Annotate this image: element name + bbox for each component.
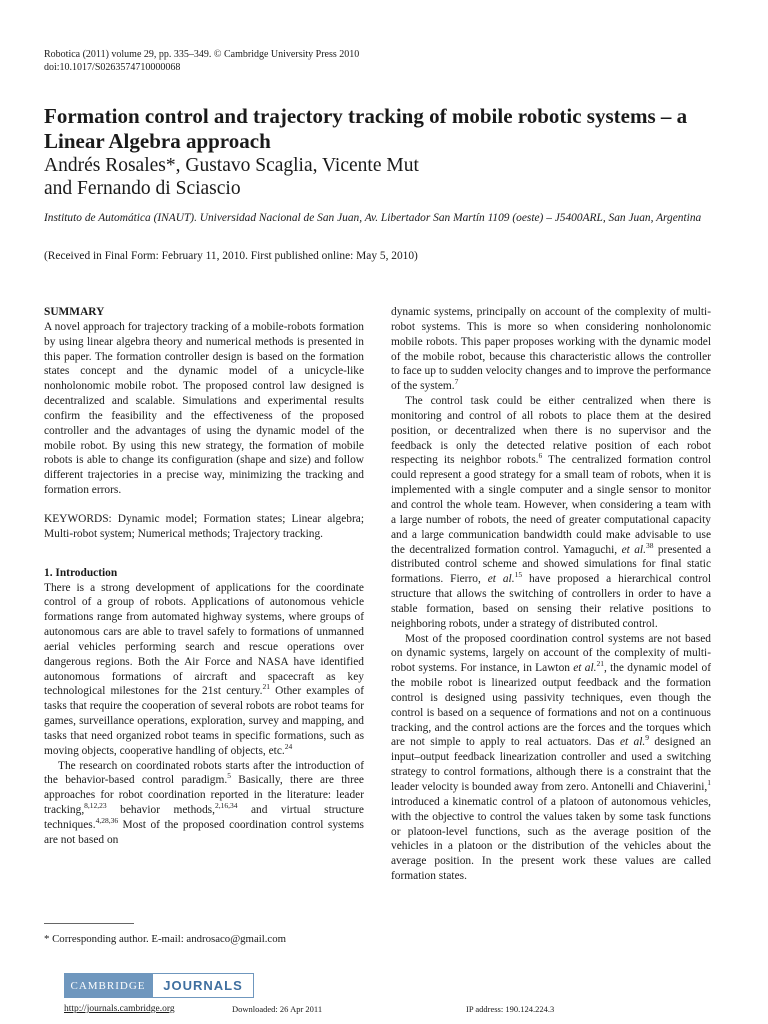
affiliation: Instituto de Automática (INAUT). Universidad Nacional de San Juan, Av. Libertador San Martín 1109 (oeste) – J5400ARL, San Juan, Argentina bbox=[44, 212, 702, 224]
logo-cambridge: CAMBRIDGE bbox=[64, 973, 152, 998]
citation[interactable]: 5 bbox=[227, 771, 231, 781]
logo-journals: JOURNALS bbox=[152, 973, 254, 998]
author-first: Andrés Rosales bbox=[44, 155, 166, 176]
corresponding-mark: * bbox=[165, 155, 176, 176]
footnote-divider bbox=[44, 923, 134, 924]
cambridge-journals-logo bbox=[64, 973, 254, 998]
right-paragraph-2: The control task could be either centralized when there is monitoring and control of all robots to place them at the desired position, or decentralized when there is no supervisor and the feedback is only the detected relative position of each robot respecting its neighbor robots.$^6$ The centralized formation control could represent a good strategy for a small team of robots, when it is implemented with a single computer and a single sensor to monitor and control the whole team. However, when considering a team with a large number of robots, the need of greater computational capacity and a large communication bandwidth could make advisable to use the decentralized formation control. Yamaguchi, et al.$^{38}$ presented a distributed control scheme and showed simulations for final static formations. Fierro, et al.$^{15}$ have proposed a hierarchical control structure that allows the switching of controllers in order to have a stable formation, based on sensing their relative positions to neighboring robots, under a strategy of distributed control. bbox=[391, 395, 711, 630]
citation[interactable]: 21 bbox=[596, 659, 604, 669]
citation[interactable]: 8,12,23 bbox=[84, 801, 107, 811]
paper-title: Formation control and trajectory tracking of mobile robotic systems – a Linear Algebra approach bbox=[44, 104, 688, 153]
received-dates: (Received in Final Form: February 11, 2010. First published online: May 5, 2010) bbox=[44, 250, 418, 262]
citation[interactable]: 6 bbox=[538, 451, 543, 461]
citation[interactable]: 24 bbox=[284, 741, 293, 751]
right-paragraph-1: dynamic systems, principally on account of the complexity of multi-robot systems. This is more so when considering nonholonomic mobile robots. This paper proposes working with the dynamic model of the mobile robot, because this characteristic allows the controller to face up to sudden velocity changes and to improve the performance of the system.$^7$ bbox=[391, 306, 711, 393]
authors-rest: , Gustavo Scaglia, Vicente Mut bbox=[175, 155, 419, 176]
summary-heading: SUMMARY bbox=[44, 306, 105, 318]
introduction-heading: 1. Introduction bbox=[44, 566, 118, 579]
journal-header bbox=[44, 48, 359, 74]
left-column bbox=[44, 305, 364, 848]
citation[interactable]: 2,16,34 bbox=[214, 801, 238, 811]
intro-paragraph-1: There is a strong development of applications for the coordinate control of a group of robots. Applications of autonomous vehicle formations range from automated highway systems, where groups of autonomous cars are able to travel safely to formations of unmanned aerial vehicles performing search and rescue operations over dangerous regions. Both the Air Force and NASA have identified autonomous formations of aircraft and spacecraft as key technological milestones for the 21st century.$^{21}$ Other examples of tasks that require the cooperation of several robots are robot teams for games, surveillance operations, exploration, survey and mapping, and tasks that need organized robot teams in specific formations, such as moving objects, cooperative handling of objects, etc.$^{24}$ bbox=[44, 581, 364, 757]
citation[interactable]: 1 bbox=[707, 778, 711, 788]
doi: doi:10.1017/S0263574710000068 bbox=[44, 62, 181, 73]
authors-line-1 bbox=[44, 154, 419, 177]
citation[interactable]: 7 bbox=[454, 377, 459, 387]
keywords: KEYWORDS: Dynamic model; Formation states; Linear algebra; Multi-robot system; Numerical methods; Trajectory tracking. bbox=[44, 512, 364, 540]
ip-address: IP address: 190.124.224.3 bbox=[466, 1004, 555, 1014]
right-column bbox=[391, 305, 711, 884]
journals-link[interactable]: http://journals.cambridge.org bbox=[64, 1004, 175, 1014]
authors-line-2: and Fernando di Sciascio bbox=[44, 178, 241, 199]
journal-citation: Robotica (2011) volume 29, pp. 335–349. © Cambridge University Press 2010 bbox=[44, 49, 360, 60]
citation[interactable]: 21 bbox=[262, 682, 270, 692]
corresponding-author-footnote: * Corresponding author. E-mail: androsaco@gmail.com bbox=[44, 933, 287, 945]
citation[interactable]: 9 bbox=[645, 733, 650, 743]
summary-text: A novel approach for trajectory tracking of a mobile-robots formation by using linear algebra theory and numerical methods is presented in this paper. The formation controller design is based on the formation states concept and the dynamic model of a unicycle-like nonholonomic mobile robot. The proposed control law designed is decentralized and scalable. Simulations and experimental results confirm the feasibility and the effectiveness of the proposed controller and the advantages of using the dynamic model of the mobile robot. By using this new strategy, the formation of mobile robots is able to change its configuration (shape and size) and follow different trajectories in a precise way, minimizing the tracking and formation errors. bbox=[44, 320, 364, 497]
authors bbox=[44, 154, 419, 200]
download-date: Downloaded: 26 Apr 2011 bbox=[232, 1004, 323, 1014]
citation[interactable]: 15 bbox=[514, 570, 523, 580]
intro-paragraph-2: The research on coordinated robots starts after the introduction of the behavior-based control paradigm.$^5$ Basically, there are three approaches for robot coordination reported in the literature: leader tracking,$^{8,12,23}$ behavior methods,$^{2,16,34}$ and virtual structure techniques.$^{4,28,36}$ Most of the proposed coordination control systems are not based on bbox=[44, 759, 364, 846]
right-paragraph-3: Most of the proposed coordination control systems are not based on dynamic systems, largely on account of the complexity of multi-robot systems. For instance, in Lawton et al.$^{21}$, the dynamic model of the mobile robot is linearized output feedback and the formation control is designed using passivity techniques, even though the control is based on a sequence of formations and not on a continuous tracking, and the control actions are the forces and the torques which are not simple to apply to real actuators. Das et al.$^9$ designed an input–output feedback linearization controller and used a switching strategy to control formations, although there is a constraint that the leader velocity is bounded away from zero. Antonelli and Chiaverini,$^1$ introduced a kinematic control of a platoon of autonomous vehicles, with the objective to control the values taken by some task functions or platoon-level functions, such as the average position of the vehicles in a platoon or the distribution of the vehicles about the average position. In the present work these values are called formation states. bbox=[391, 632, 712, 883]
citation[interactable]: 4,28,36 bbox=[95, 816, 119, 826]
citation[interactable]: 38 bbox=[645, 540, 654, 550]
